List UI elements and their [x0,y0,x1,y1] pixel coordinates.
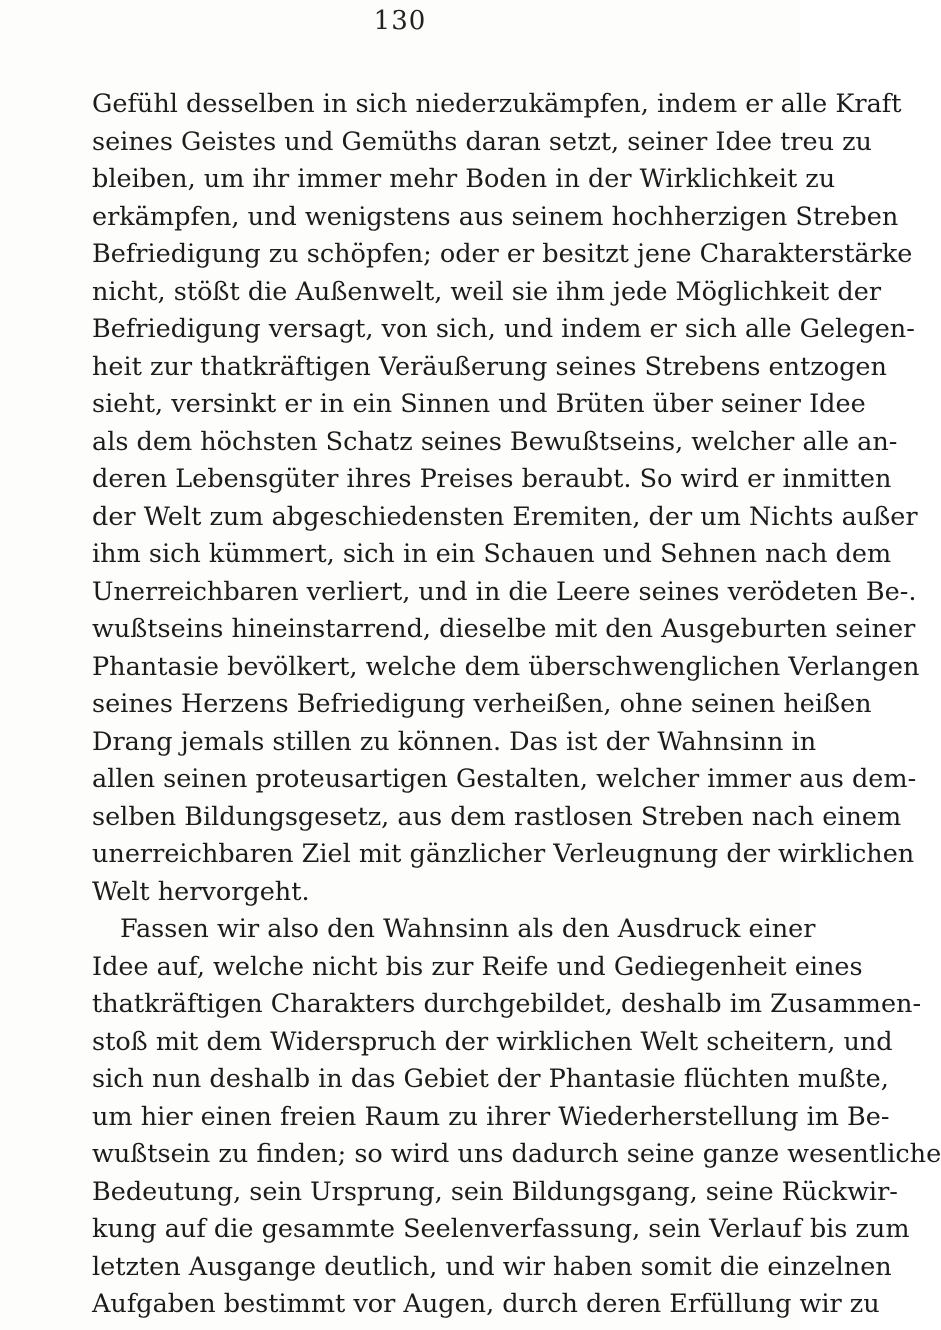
text-line: selben Bildungsgesetz, aus dem rastlosen Streben nach einem [92,801,902,832]
text-line: seines Geistes und Gemüths daran setzt, seiner Idee treu zu [92,126,872,157]
text-line: Idee auf, welche nicht bis zur Reife und Gediegenheit eines [92,951,863,982]
text-line: bleiben, um ihr immer mehr Boden in der Wirklichkeit zu [92,164,836,194]
text-line: der Welt zum abgeschiedensten Eremiten, der um Nichts außer [92,501,918,532]
text-line: unerreichbaren Ziel mit gänzlicher Verleugnung der wirklichen [92,839,915,869]
text-line: ihm sich kümmert, sich in ein Schauen und Sehnen nach dem [92,539,892,569]
text-line: heit zur thatkräftigen Veräußerung seines Strebens entzogen [92,351,887,382]
text-line: als dem höchsten Schatz seines Bewußtseins, welcher alle an- [92,426,898,457]
text-line: wußtseins hineinstarrend, dieselbe mit den Ausgeburten seiner [92,614,916,644]
text-line: Phantasie bevölkert, welche dem überschwenglichen Verlangen [92,651,920,682]
text-line: wußtsein zu finden; so wird uns dadurch seine ganze wesentliche [92,1139,941,1169]
text-line: kung auf die gesammte Seelenverfassung, sein Verlauf bis zum [92,1214,910,1244]
text-line: thatkräftigen Charakters durchgebildet, deshalb im Zusammen- [92,989,922,1019]
text-line: erkämpfen, und wenigstens aus seinem hochherzigen Streben [92,201,899,232]
text-line: um hier einen freien Raum zu ihrer Wiederherstellung im Be- [92,1101,890,1132]
text-line: Drang jemals stillen zu können. Das ist der Wahnsinn in [92,726,817,757]
text-line: stoß mit dem Widerspruch der wirklichen Welt scheitern, und [92,1026,893,1057]
text-line: sieht, versinkt er in ein Sinnen und Brüten über seiner Idee [92,389,866,419]
text-line: Gefühl desselben in sich niederzukämpfen, indem er alle Kraft [92,89,902,119]
text-line: Bedeutung, sein Ursprung, sein Bildungsgang, seine Rückwir- [92,1176,898,1207]
text-line: Befriedigung zu schöpfen; oder er besitzt jene Charakterstärke [92,239,913,269]
text-line: deren Lebensgüter ihres Preises beraubt. So wird er inmitten [92,464,892,494]
text-line: Welt hervorgeht. [92,876,310,907]
text-line: Befriedigung versagt, von sich, und indem er sich alle Gelegen- [92,314,915,344]
text-line: nicht, stößt die Außenwelt, weil sie ihm jede Möglichkeit der [92,276,882,307]
page-number: 130 [373,6,427,36]
text-line: Fassen wir also den Wahnsinn als den Ausdruck einer [120,914,816,944]
text-line: Unerreichbaren verliert, und in die Leere seines verödeten Be-. [92,576,917,607]
text-line: sich nun deshalb in das Gebiet der Phantasie flüchten mußte, [92,1064,889,1094]
text-line: letzten Ausgange deutlich, und wir haben somit die einzelnen [92,1251,892,1282]
body-text [92,86,941,1324]
text-line: allen seinen proteusartigen Gestalten, welcher immer aus dem- [92,764,917,794]
text-line: Aufgaben bestimmt vor Augen, durch deren Erfüllung wir zu [92,1289,880,1319]
text-line: seines Herzens Befriedigung verheißen, ohne seinen heißen [92,689,872,719]
